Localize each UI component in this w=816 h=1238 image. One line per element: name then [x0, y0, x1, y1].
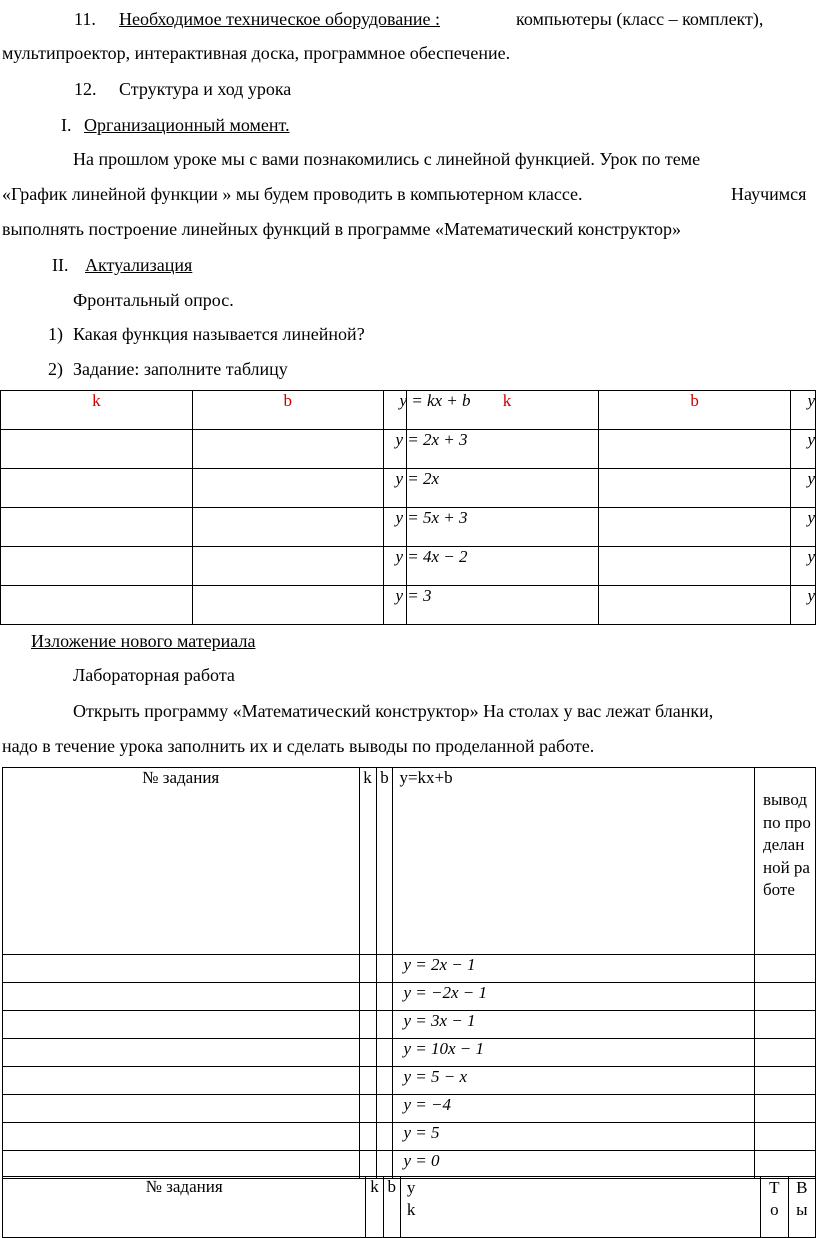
question-2: Задание: заполните таблицу [73, 359, 288, 379]
table-row [3, 983, 816, 1011]
section-2-number: II. [52, 255, 69, 275]
table-1-header-b2: b [599, 391, 791, 430]
table-1-header-k: k [1, 391, 193, 430]
item-11-label: Необходимое техническое оборудование : [119, 9, 441, 29]
table-1-header-k2: k [502, 391, 512, 410]
table-3-header-k: k [366, 1177, 383, 1238]
table-2-formula: y = 10x − 1 [403, 1039, 484, 1058]
table-1-formula: y = 4x − 2 [395, 547, 468, 566]
table-row [3, 1067, 816, 1095]
table-2-header-row [3, 768, 816, 955]
table-2-formula: y = −2x − 1 [403, 983, 487, 1002]
section-3-paragraph-line1: Открыть программу «Математический конструктор» На столах у вас лежат бланки, [73, 701, 714, 721]
table-3-header-row [3, 1177, 816, 1238]
table-1-header-y: y [807, 391, 815, 410]
section-3-title: Изложение нового материала [31, 631, 256, 651]
table-1-header-b: b [192, 391, 383, 430]
item-11-text: компьютеры (класс – комплект), [516, 9, 764, 29]
question-1-number: 1) [48, 324, 63, 344]
lab-title: Лабораторная работа [73, 665, 235, 685]
table-2-formula: y = 0 [403, 1151, 440, 1170]
table-lab-work-2 [2, 1176, 816, 1238]
table-2-formula: y = −4 [403, 1095, 451, 1114]
table-row [1, 547, 816, 586]
section-1-paragraph-line2: «График линейной функции » мы будем проводить в компьютерном классе. [2, 184, 583, 204]
section-1-paragraph-line2-end: Научимся [731, 184, 807, 204]
table-1-formula: y = 2x + 3 [395, 430, 468, 449]
table-3-header-to-1: Т [769, 1178, 780, 1197]
section-1-title: Организационный момент. [84, 115, 290, 135]
table-3-header-b: b [383, 1177, 400, 1238]
table-fill-linear [0, 390, 816, 625]
section-1-paragraph-line3: выполнять построение линейных функций в программе «Математический конструктор» [2, 219, 682, 239]
table-2-header-number: № задания [3, 768, 360, 955]
table-lab-work [2, 767, 816, 1179]
table-row [3, 1151, 816, 1179]
table-1-y: y [807, 547, 815, 566]
table-1-y: y [807, 586, 815, 605]
item-11-number: 11. [74, 9, 96, 29]
table-2-formula: y = 2x − 1 [403, 955, 476, 974]
table-2-formula: y = 5 − x [403, 1067, 467, 1086]
section-2-title: Актуализация [85, 255, 193, 275]
table-row [3, 1095, 816, 1123]
table-1-y: y [807, 469, 815, 488]
table-3-header-v-1: В [796, 1178, 808, 1197]
question-1: Какая функция называется линейной? [73, 324, 365, 344]
table-3-header-v-2: ы [796, 1200, 808, 1219]
table-3-header-k2: k [406, 1200, 416, 1219]
table-1-formula: y = 2x [395, 469, 439, 488]
table-1-formula: y = 3 [395, 586, 432, 605]
table-1-formula: y = 5x + 3 [395, 508, 468, 527]
item-12-number: 12. [74, 79, 97, 99]
section-2-subtitle: Фронтальный опрос. [73, 290, 234, 310]
section-1-paragraph-line1: На прошлом уроке мы с вами познакомились с линейной функцией. Урок по теме [73, 149, 701, 169]
table-1-header-row [1, 391, 816, 430]
item-11-line2: мультипроектор, интерактивная доска, программное обеспечение. [2, 43, 511, 63]
section-3-paragraph-line2: надо в течение урока заполнить их и сделать выводы по проделанной работе. [2, 736, 595, 756]
table-row [3, 955, 816, 983]
table-2-formula: y = 5 [403, 1123, 440, 1142]
table-2-header-formula: y=kx+b [393, 768, 755, 955]
table-row [1, 430, 816, 469]
table-row [1, 586, 816, 625]
table-1-y: y [807, 508, 815, 527]
table-2-formula: y = 3x − 1 [403, 1011, 476, 1030]
table-3-header-y: y [406, 1178, 416, 1197]
table-2-header-b: b [376, 768, 393, 955]
section-1-number: I. [61, 115, 72, 135]
question-2-number: 2) [48, 359, 63, 379]
table-row [3, 1039, 816, 1067]
table-1-y: y [807, 430, 815, 449]
item-12-label: Структура и ход урока [119, 79, 292, 99]
table-row [3, 1123, 816, 1151]
table-1-header-formula: y = kx + b [399, 391, 471, 410]
table-3-header-to-2: о [770, 1200, 779, 1219]
table-2-header-k: k [359, 768, 376, 955]
table-row [3, 1011, 816, 1039]
table-row [1, 508, 816, 547]
table-3-header-number: № задания [3, 1177, 366, 1238]
table-row [1, 469, 816, 508]
table-2-header-conclusion: вывод по проделанной работе [762, 790, 811, 899]
